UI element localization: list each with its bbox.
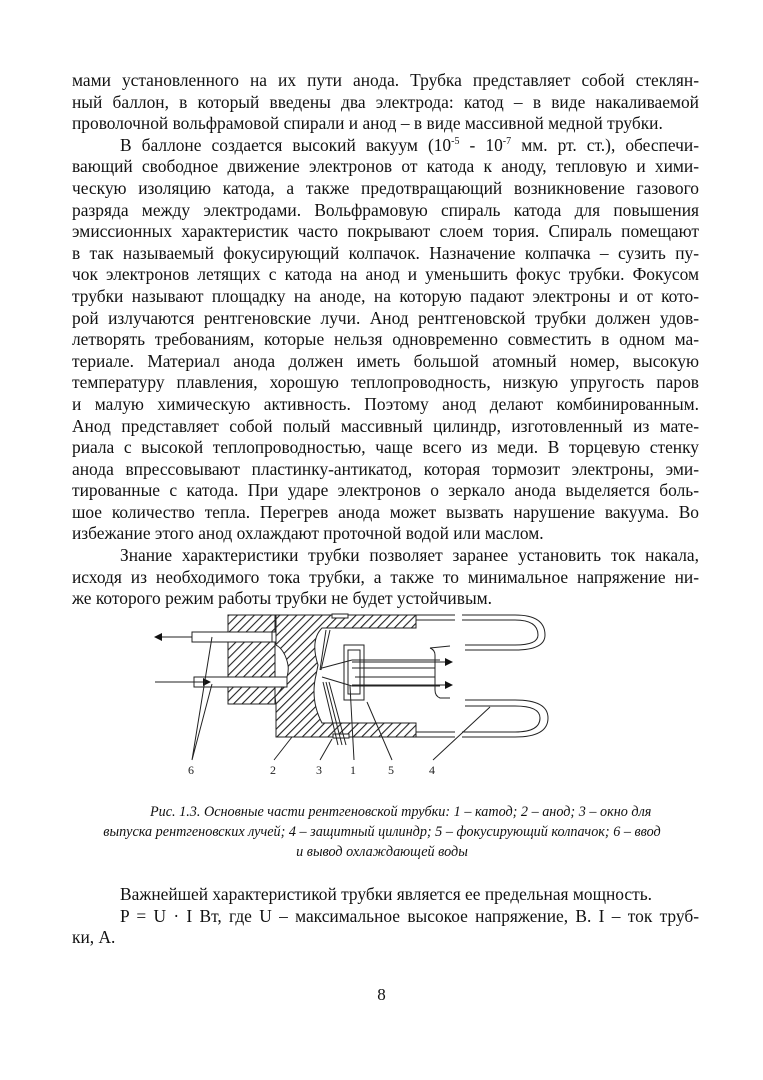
text-line: Знание характеристики трубки позволяет заранее установить ток накала, <box>120 545 699 566</box>
text-line: вающий свободное движение электронов от катода к аноду, тепловую и хими- <box>72 156 699 177</box>
coolant-outlet-pipe <box>192 632 272 642</box>
text-line: разряда между электродами. Вольфрамовую спираль катода для повышения <box>72 199 699 220</box>
text-line: избежание этого анод охлаждают проточной водой или маслом. <box>72 523 544 544</box>
cathode-leads <box>352 660 440 686</box>
text-block-lower <box>72 884 699 949</box>
caption-line: и вывод охлаждающей воды <box>296 844 468 860</box>
text-line: летворять требованиям, которые нельзя одновременно совместить в одном ма- <box>72 329 699 350</box>
fig-label-4: 4 <box>429 763 435 777</box>
text-line: исходя из необходимого тока трубки, а также то минимальное напряжение ни- <box>72 566 699 587</box>
text-line: чок электронов летящих с катода на анод и уменьшить фокус трубки. Фокусом <box>72 264 699 285</box>
figure-labels <box>188 763 435 777</box>
cooling-housing-upper <box>228 615 275 632</box>
text-line: Анод представляет собой полый массивный цилиндр, изготовленный из мате- <box>72 415 699 436</box>
caption-line: Рис. 1.3. Основные части рентгеновской трубки: 1 – катод; 2 – анод; 3 – окно для <box>150 804 652 820</box>
page-number: 8 <box>377 985 386 1004</box>
text-fragment: мм. рт. ст.), обеспечи- <box>511 134 699 155</box>
text-line-vacuum <box>72 135 699 157</box>
fig-label-1: 1 <box>350 763 356 777</box>
fig-label-3: 3 <box>316 763 322 777</box>
fig-label-5: 5 <box>388 763 394 777</box>
text-fragment: - 10 <box>459 134 503 155</box>
text-line: тированные с катода. При ударе электронов о зеркало анода выделяется боль- <box>72 480 699 501</box>
text-line: ный баллон, в который введены два электрода: катод – в виде накаливаемой <box>72 91 699 112</box>
text-line: мами установленного на их пути анода. Трубка представляет собой стеклян- <box>72 70 699 90</box>
text-line: трубки называют площадку на аноде, на которую падают электроны и от кото- <box>72 285 699 306</box>
text-line: проволочной вольфрамовой спирали и анод – в виде массивной медной трубки. <box>72 113 663 134</box>
exponent: -7 <box>502 135 512 147</box>
protective-cylinder-bottom <box>416 700 548 737</box>
text-block-upper <box>72 70 699 610</box>
text-line: и малую химическую активность. Поэтому анод делают комбинированным. <box>72 393 699 414</box>
window-top <box>332 614 348 618</box>
figure-caption <box>62 802 702 862</box>
text-line: температуру плавления, хорошую теплопроводность, низкую упругость паров <box>72 372 699 393</box>
formula-line: P = U · I Вт, где U – максимальное высокое напряжение, В. I – ток труб- <box>120 905 699 926</box>
text-line: же которого режим работы трубки не будет устойчивым. <box>72 588 492 609</box>
text-line: в так называемый фокусирующий колпачок. Назначение колпачка – сузить пу- <box>72 242 699 263</box>
text-line: ческую изоляцию катода, а также предотвращающий возникновение газового <box>72 177 699 198</box>
xray-tube-diagram <box>150 600 570 790</box>
text-line: рой излучаются рентгеновские лучи. Анод рентгеновской трубки должен удов- <box>72 307 699 328</box>
text-line: Важнейшей характеристикой трубки является ее предельная мощность. <box>120 884 653 904</box>
text-line: эмиссионных характеристик часто покрывают слоем тория. Спираль помещают <box>72 221 699 242</box>
text-line: шое количество тепла. Перегрев анода может вызвать нарушение вакуума. Во <box>72 501 699 522</box>
fig-label-6: 6 <box>188 763 194 777</box>
fig-label-2: 2 <box>270 763 276 777</box>
caption-line: выпуска рентгеновских лучей; 4 – защитный цилиндр; 5 – фокусирующий колпачок; 6 – ввод <box>103 824 661 840</box>
cathode-support <box>430 646 450 698</box>
cooling-housing-lower <box>228 642 275 704</box>
text-line: ки, А. <box>72 927 116 948</box>
text-line: риала с высокой теплопроводностью, чаще всего из меди. В торцевую стенку <box>72 437 699 458</box>
text-fragment: В баллоне создается высокий вакуум (10 <box>120 134 452 155</box>
text-line: анода впрессовывают пластинку-антикатод, которая тормозит электроны, эми- <box>72 458 699 479</box>
exponent: -5 <box>451 135 460 147</box>
protective-cylinder-top <box>416 615 545 650</box>
text-line: териале. Материал анода должен иметь большой атомный номер, высокую <box>72 350 699 371</box>
